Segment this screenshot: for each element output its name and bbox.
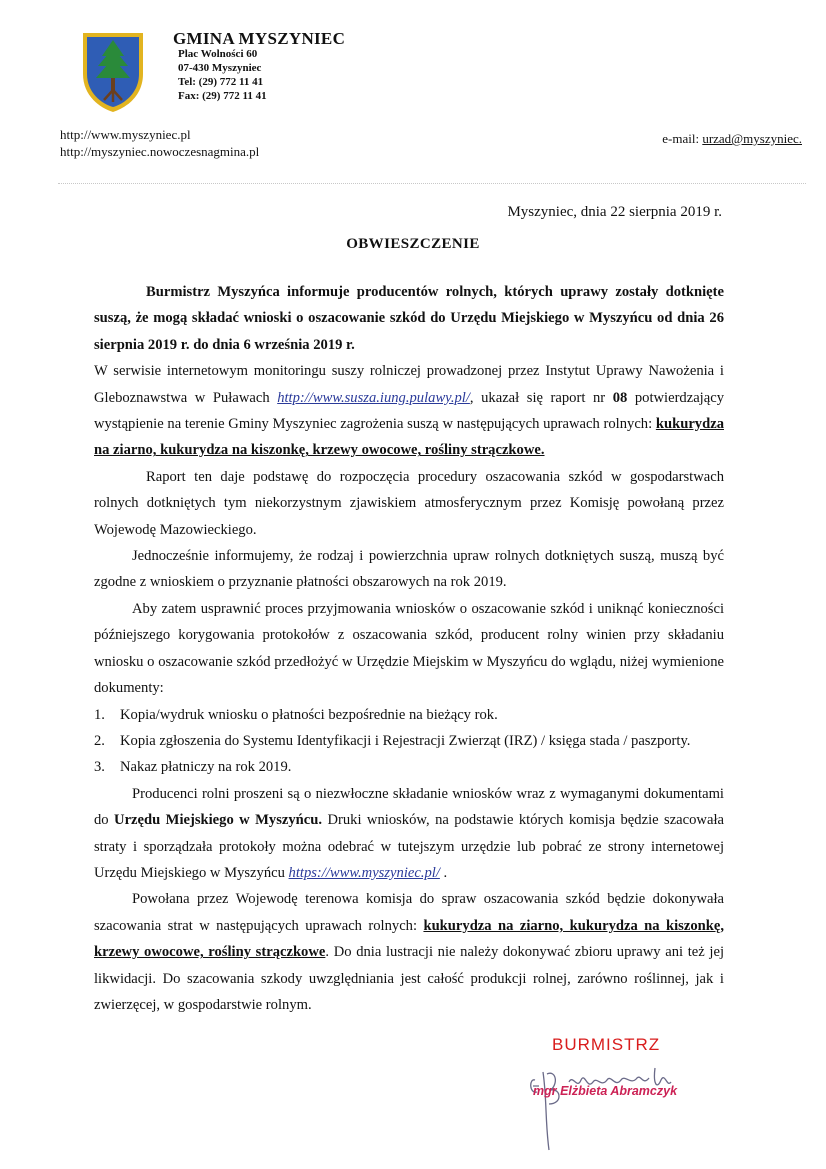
susza-link[interactable]: http://www.susza.iung.pulawy.pl/	[277, 389, 470, 406]
commission-paragraph	[94, 886, 724, 1018]
office-name: GMINA MYSZYNIEC	[173, 29, 346, 48]
date-line: Myszyniec, dnia 22 sierpnia 2019 r.	[507, 204, 722, 220]
report-text-b: , ukazał się raport nr	[469, 389, 613, 406]
fax-number: Fax: (29) 772 11 41	[178, 90, 267, 102]
commission-text-a: Powołana przez Wojewodę terenowa komisja do spraw oszacowania szkód będzie dokonywała szacowania strat w następujących uprawach rolnych:	[94, 891, 724, 934]
procedure-paragraph: Raport ten daje podstawę do rozpoczęcia procedury oszacowania szkód w gospodarstwach rolnych dotkniętych tym niekorzystnym zjawiskiem atmosferycznym przez Komisję powołaną przez Wojewodę Mazowieckiego.	[94, 468, 724, 538]
report-number: 08	[612, 389, 628, 406]
report-paragraph	[94, 358, 724, 464]
header-divider	[58, 183, 806, 184]
application-text-c: .	[439, 864, 448, 881]
report-text-c: potwierdzający wystąpienie na terenie Gminy Myszyniec zagrożenia suszą w następujących uprawach rolnych:	[94, 389, 724, 433]
list-text: Kopia zgłoszenia do Systemu Identyfikacji i Rejestracji Zwierząt (IRZ) / księga stada / paszporty.	[120, 732, 691, 749]
documents-paragraph: Aby zatem usprawnić proces przyjmowania wniosków o oszacowanie szkód i uniknąć konieczności późniejszego korygowania protokołów z oszacowania szkód, producent rolny winien przy składaniu wniosku o oszacowanie szkód przedłożyć w Urzędzie Miejskim w Myszyńcu do wglądu, niżej wymienione dokumenty:	[94, 600, 724, 697]
documents-list	[94, 702, 724, 781]
list-text: Kopia/wydruk wniosku o płatności bezpośrednie na bieżący rok.	[120, 706, 498, 723]
address-postal: 07-430 Myszyniec	[178, 62, 262, 74]
intro-paragraph: Burmistrz Myszyńca informuje producentów rolnych, których uprawy zostały dotknięte suszą, że mogą składać wnioski o oszacowanie szkód do Urzędu Miejskiego w Myszyńcu od dnia 26 sierpnia 2019 r. do dnia 6 września 2019 r.	[94, 284, 724, 353]
application-text-a: Producenci rolni proszeni są o niezwłoczne składanie wniosków wraz z wymaganymi dokumentami do	[94, 785, 724, 829]
email-line	[662, 131, 802, 147]
signature-title: BURMISTRZ	[552, 1035, 661, 1054]
office-reference: Urzędu Miejskiego w Myszyńcu.	[114, 812, 323, 829]
email-label: e-mail:	[662, 131, 703, 146]
list-text: Nakaz płatniczy na rok 2019.	[120, 759, 292, 776]
report-text-a: W serwisie internetowym monitoringu suszy rolniczej prowadzonej przez Instytut Uprawy Nawożenia i Gleboznawstwa w Puławach	[94, 363, 724, 406]
website-link-secondary[interactable]: http://myszyniec.nowoczesnagmina.pl	[60, 144, 260, 159]
list-item	[94, 728, 724, 754]
application-text-b: Druki wniosków, na podstawie których komisja będzie szacowała straty i sporządzała protokoły można odebrać w tutejszym urzędzie lub pobrać ze strony internetowej Urzędu Miejskiego w Myszyńcu	[94, 812, 724, 881]
coat-of-arms-logo	[80, 30, 146, 114]
list-number: 3.	[94, 759, 105, 776]
commission-text-b: . Do dnia lustracji nie należy dokonywać zbioru uprawy ani też jej likwidacji. Do szacowania szkody uwzględniania jest całość produkcji rolnej, zarówno roślinnej, jak i zwierzęcej, w gospodarstwie rolnym.	[94, 944, 724, 1013]
document-title: OBWIESZCZENIE	[346, 236, 480, 252]
affected-crops: kukurydza na ziarno, kukurydza na kiszonkę, krzewy owocowe, rośliny strączkowe.	[94, 416, 724, 459]
list-item	[94, 702, 724, 728]
signatory-name: mgr Elżbieta Abramczyk	[533, 1084, 678, 1098]
handwritten-signature	[525, 1060, 695, 1155]
myszyniec-link[interactable]: https://www.myszyniec.pl/	[288, 864, 440, 881]
commission-crops: kukurydza na ziarno, kukurydza na kiszonkę, krzewy owocowe, rośliny strączkowe	[94, 917, 724, 961]
website-link-main[interactable]: http://www.myszyniec.pl	[60, 127, 191, 142]
list-item	[94, 754, 724, 780]
email-link[interactable]: urzad@myszyniec.	[702, 131, 802, 146]
phone-number: Tel: (29) 772 11 41	[178, 76, 264, 88]
document-body	[94, 279, 724, 1018]
list-number: 1.	[94, 706, 105, 723]
compliance-paragraph: Jednocześnie informujemy, że rodzaj i powierzchnia upraw rolnych dotkniętych suszą, muszą być zgodne z wnioskiem o przyznanie płatności obszarowych na rok 2019.	[94, 548, 724, 591]
list-number: 2.	[94, 732, 105, 749]
website-links	[60, 126, 259, 160]
application-paragraph	[94, 781, 724, 887]
address-street: Plac Wolności 60	[178, 48, 258, 60]
